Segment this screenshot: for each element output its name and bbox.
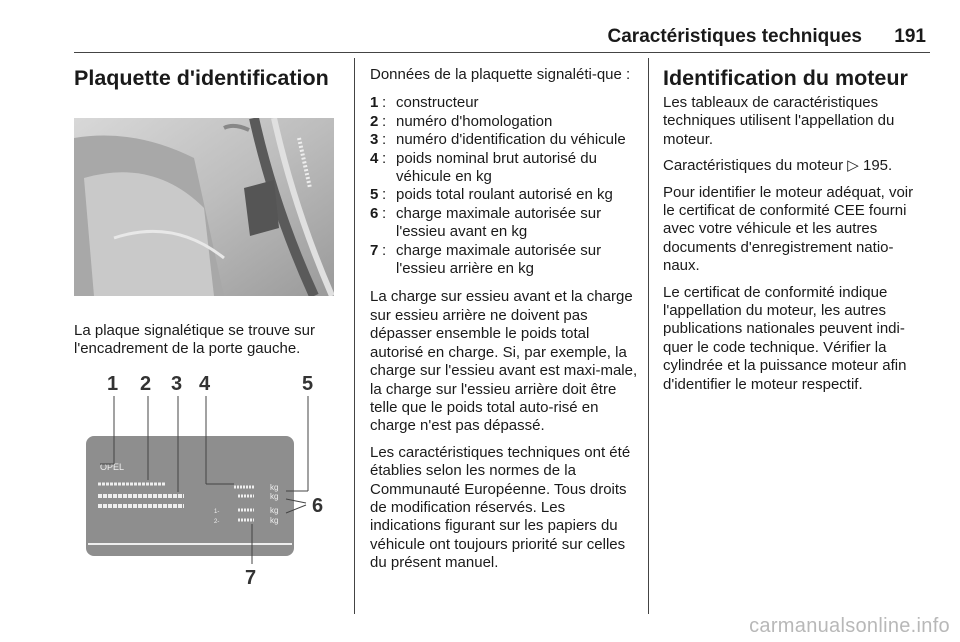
list-item: 2 : numéro d'homologation: [370, 112, 553, 130]
callout-6: 6: [312, 495, 324, 517]
column-divider-1: [354, 58, 355, 614]
unit-kg-1: kg: [270, 483, 279, 492]
page-ref-arrow-icon: ▷: [847, 157, 859, 175]
axle-label-1: 1-: [214, 509, 220, 515]
watermark: carmanualsonline.info: [749, 615, 950, 637]
unit-kg-3: kg: [270, 506, 279, 515]
caption-block: [74, 322, 344, 367]
plate-data-intro: Données de la plaquette signaléti-que :: [370, 66, 631, 83]
plate-data-list: [370, 94, 638, 278]
callout-3: 3: [171, 373, 183, 395]
engine-paragraph-4: Le certificat de conformité indique l'appellation du moteur, les autres publications nationales peuvent indi-quer le code technique. Vérifier la cylindrée et la puissance moteur afin d'identifier le moteur respectif.: [663, 283, 907, 393]
page-ref-link[interactable]: 195.: [862, 157, 893, 175]
callout-4: 4: [199, 373, 211, 395]
heading-identification-moteur: Identification du moteur: [663, 66, 908, 90]
left-column: [74, 66, 344, 90]
page-number: 191: [894, 26, 926, 47]
engine-paragraph-3: Pour identifier le moteur adéquat, voir le certificat de conformité CEE fourni avec votre véhicule et les autres documents d'enregistrement natio-naux.: [663, 183, 914, 275]
column-divider-2: [648, 58, 649, 614]
list-item: 4 : poids nominal brut autorisé du véhicule en kg: [370, 149, 597, 186]
axle-label-2: 2-: [214, 519, 220, 525]
page-header: [74, 24, 930, 53]
plate-diagram: [74, 368, 334, 588]
list-item: 1 : constructeur: [370, 94, 479, 112]
callout-2: 2: [140, 373, 152, 395]
heading-plaquette: Plaquette d'identification: [74, 66, 329, 90]
engine-paragraph-2: Caractéristiques du moteur ▷ 195.: [663, 157, 893, 175]
callout-7: 7: [245, 567, 257, 588]
list-item: 7 : charge maximale autorisée sur l'essieu arrière en kg: [370, 241, 602, 278]
unit-kg-2: kg: [270, 492, 279, 501]
list-item: 3 : numéro d'identification du véhicule: [370, 131, 626, 149]
list-item: 5 : poids total roulant autorisé en kg: [370, 186, 613, 204]
callout-5: 5: [302, 373, 314, 395]
right-column: [663, 66, 928, 402]
plate-location-caption: La plaque signalétique se trouve sur l'encadrement de la porte gauche.: [74, 322, 315, 358]
axle-load-paragraph: La charge sur essieu avant et la charge sur essieu arrière ne doivent pas dépasser ensemble le poids total autorisé en charge. Si, par exemple, la charge sur l'essieu avant est maxi-male, la charge sur l'essieu arrière doit être telle que le poids total auto-risé en charge n'est pas dépassé.: [370, 288, 638, 435]
plate-panel: [86, 436, 294, 556]
door-frame-photo: [74, 118, 334, 296]
plate-brand: OPEL: [100, 462, 125, 472]
standards-paragraph: Les caractéristiques techniques ont été établies selon les normes de la Communauté Européenne. Tous droits de modification réservés. Les indications figurant sur les papiers du véhicule ont toujours priorité sur celles du présent manuel.: [370, 443, 631, 572]
engine-paragraph-1: Les tableaux de caractéristiques techniques utilisent l'appellation du moteur.: [663, 94, 895, 148]
section-title: Caractéristiques techniques: [607, 26, 862, 47]
middle-column: [370, 66, 638, 581]
list-item: 6 : charge maximale autorisée sur l'essieu avant en kg: [370, 204, 602, 241]
callout-1: 1: [107, 373, 119, 395]
unit-kg-4: kg: [270, 516, 279, 525]
